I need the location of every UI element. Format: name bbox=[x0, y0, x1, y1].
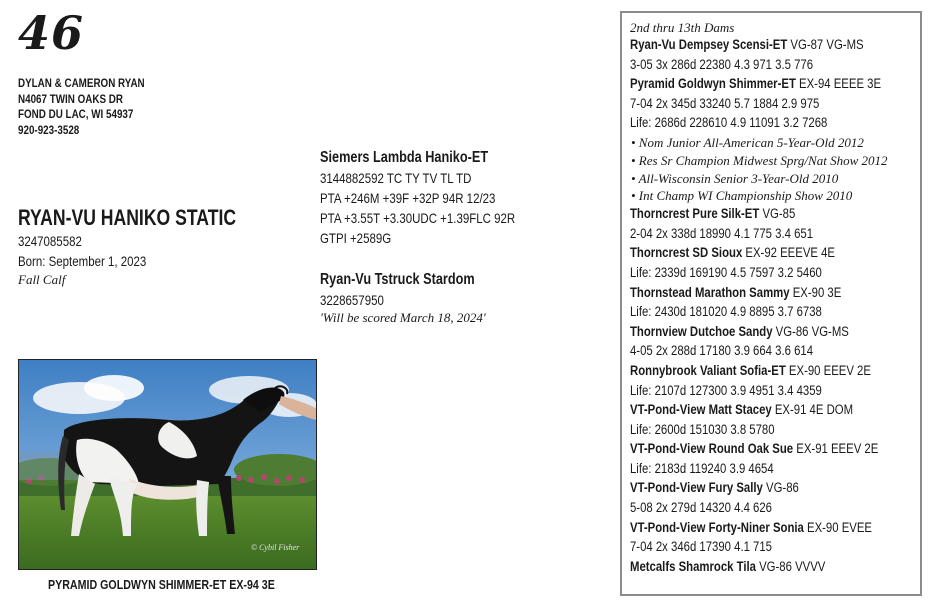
dam-ancestor-name bbox=[630, 440, 918, 460]
dam-ancestor-classification: EX-90 3E bbox=[789, 284, 842, 301]
dam-production-record: 2-04 2x 338d 18990 4.1 775 3.4 651 bbox=[630, 225, 814, 242]
dam-ancestor-classification: VG-87 VG-MS bbox=[787, 37, 864, 53]
animal-born: Born: September 1, 2023 bbox=[18, 253, 147, 269]
dam-block bbox=[320, 270, 509, 326]
dam-ancestor-name-text: VT-Pond-View Fury Sally bbox=[630, 480, 763, 497]
dam-ancestor-classification: EX-92 EEEVE 4E bbox=[742, 245, 836, 262]
dam-ancestor-name-text: Ronnybrook Valiant Sofia-ET bbox=[630, 362, 786, 379]
dam-note: 'Will be scored March 18, 2024' bbox=[320, 310, 486, 325]
dam-ancestor-classification: EX-94 EEEE 3E bbox=[795, 76, 882, 93]
dam-ancestor-name-text: VT-Pond-View Round Oak Sue bbox=[630, 441, 794, 458]
consignor-address1: N4067 TWIN OAKS DR bbox=[18, 91, 123, 106]
dam-reg: 3228657950 bbox=[320, 292, 384, 308]
dam-ancestor-name-text: Thorncrest SD Sioux bbox=[630, 245, 743, 262]
cow-photo bbox=[18, 359, 317, 570]
dam-honor-note: • Nom Junior All-American 5-Year-Old 2012 bbox=[631, 134, 864, 150]
cow-photo-illustration bbox=[19, 360, 316, 569]
dam-ancestor-name-text: VT-Pond-View Forty-Niner Sonia bbox=[630, 519, 804, 536]
dam-honor-note: • Int Champ WI Championship Show 2010 bbox=[631, 188, 853, 204]
lot-number: 46 bbox=[18, 6, 85, 60]
photo-caption: PYRAMID GOLDWYN SHIMMER-ET EX-94 3E bbox=[48, 577, 275, 592]
dam-production-record: Life: 2107d 127300 3.9 4951 3.4 4359 bbox=[630, 382, 822, 399]
dam-ancestor-name-text: Metcalfs Shamrock Tila bbox=[630, 558, 756, 575]
sire-pta-production: PTA +246M +39F +32P 94R 12/23 bbox=[320, 190, 496, 206]
dam-ancestor-classification: EX-90 EVEE bbox=[803, 519, 872, 536]
dam-ancestor-name bbox=[630, 519, 918, 539]
dam-production-record: 5-08 2x 279d 14320 4.4 626 bbox=[630, 500, 772, 517]
animal-block bbox=[18, 205, 291, 288]
dam-ancestor-name bbox=[630, 558, 918, 578]
consignor-phone: 920-923-3528 bbox=[18, 122, 80, 137]
dam-ancestor-name-text: Pyramid Goldwyn Shimmer-ET bbox=[630, 76, 796, 93]
dam-ancestor-name-text: Thornview Dutchoe Sandy bbox=[630, 323, 773, 340]
animal-class: Fall Calf bbox=[18, 272, 66, 287]
dam-ancestor-classification: VG-86 VVVV bbox=[755, 558, 826, 575]
dam-production-record: Life: 2183d 119240 3.9 4654 bbox=[630, 460, 774, 477]
dam-ancestor-name bbox=[630, 205, 918, 225]
dam-honor-note: • All-Wisconsin Senior 3-Year-Old 2010 bbox=[631, 170, 839, 186]
dam-honor-note: • Res Sr Champion Midwest Sprg/Nat Show 2012 bbox=[631, 152, 888, 168]
dam-ancestor-name-text: Thornstead Marathon Sammy bbox=[630, 284, 790, 301]
dam-ancestor-name bbox=[630, 284, 918, 304]
dam-production-record: Life: 2339d 169190 4.5 7597 3.2 5460 bbox=[630, 264, 822, 281]
sire-reg-line: 3144882592 TC TY TV TL TD bbox=[320, 170, 472, 186]
sire-block bbox=[320, 148, 558, 248]
dams-pedigree-box bbox=[620, 11, 922, 596]
animal-name: RYAN-VU HANIKO STATIC bbox=[18, 205, 237, 230]
animal-reg: 3247085582 bbox=[18, 233, 82, 249]
sire-gtpi: GTPI +2589G bbox=[320, 230, 392, 246]
dam-production-record: 3-05 3x 286d 22380 4.3 971 3.5 776 bbox=[630, 56, 814, 73]
dam-production-record: Life: 2600d 151030 3.8 5780 bbox=[630, 421, 775, 438]
dam-ancestor-classification: VG-86 bbox=[762, 480, 799, 497]
dam-production-record: 4-05 2x 288d 17180 3.9 664 3.6 614 bbox=[630, 343, 814, 360]
dam-ancestor-name bbox=[630, 362, 918, 382]
dam-ancestor-classification: EX-90 EEEV 2E bbox=[785, 362, 871, 379]
dam-ancestor-classification: VG-85 bbox=[759, 206, 796, 223]
consignor-block bbox=[18, 76, 172, 138]
dam-ancestor-classification: EX-91 EEEV 2E bbox=[793, 441, 879, 458]
dam-ancestor-name bbox=[630, 323, 918, 343]
dam-ancestor-name-text: Thorncrest Pure Silk-ET bbox=[630, 206, 760, 223]
dams-list bbox=[630, 36, 920, 577]
dam-production-record: Life: 2430d 181020 4.9 8895 3.7 6738 bbox=[630, 304, 822, 321]
dams-header: 2nd thru 13th Dams bbox=[630, 20, 735, 35]
dam-ancestor-name bbox=[630, 75, 918, 95]
dam-ancestor-name bbox=[630, 36, 918, 56]
consignor-name: DYLAN & CAMERON RYAN bbox=[18, 76, 145, 90]
dam-production-record: 7-04 2x 345d 33240 5.7 1884 2.9 975 bbox=[630, 95, 820, 112]
dam-ancestor-name-text: VT-Pond-View Matt Stacey bbox=[630, 402, 772, 419]
dam-name: Ryan-Vu Tstruck Stardom bbox=[320, 271, 475, 288]
dam-ancestor-name-text: Ryan-Vu Dempsey Scensi-ET bbox=[630, 37, 788, 53]
dam-ancestor-name bbox=[630, 401, 918, 421]
sire-name: Siemers Lambda Haniko-ET bbox=[320, 149, 489, 166]
dam-production-record: Life: 2686d 228610 4.9 11091 3.2 7268 bbox=[630, 115, 828, 132]
photo-credit: © Cybil Fisher bbox=[251, 543, 300, 552]
sire-pta-type: PTA +3.55T +3.30UDC +1.39FLC 92R bbox=[320, 210, 516, 226]
dam-production-record: 7-04 2x 346d 17390 4.1 715 bbox=[630, 539, 772, 556]
dam-ancestor-classification: VG-86 VG-MS bbox=[772, 323, 849, 340]
consignor-address2: FOND DU LAC, WI 54937 bbox=[18, 107, 134, 121]
dam-ancestor-name bbox=[630, 244, 918, 264]
dam-ancestor-classification: EX-91 4E DOM bbox=[771, 402, 854, 419]
dam-ancestor-name bbox=[630, 479, 918, 499]
